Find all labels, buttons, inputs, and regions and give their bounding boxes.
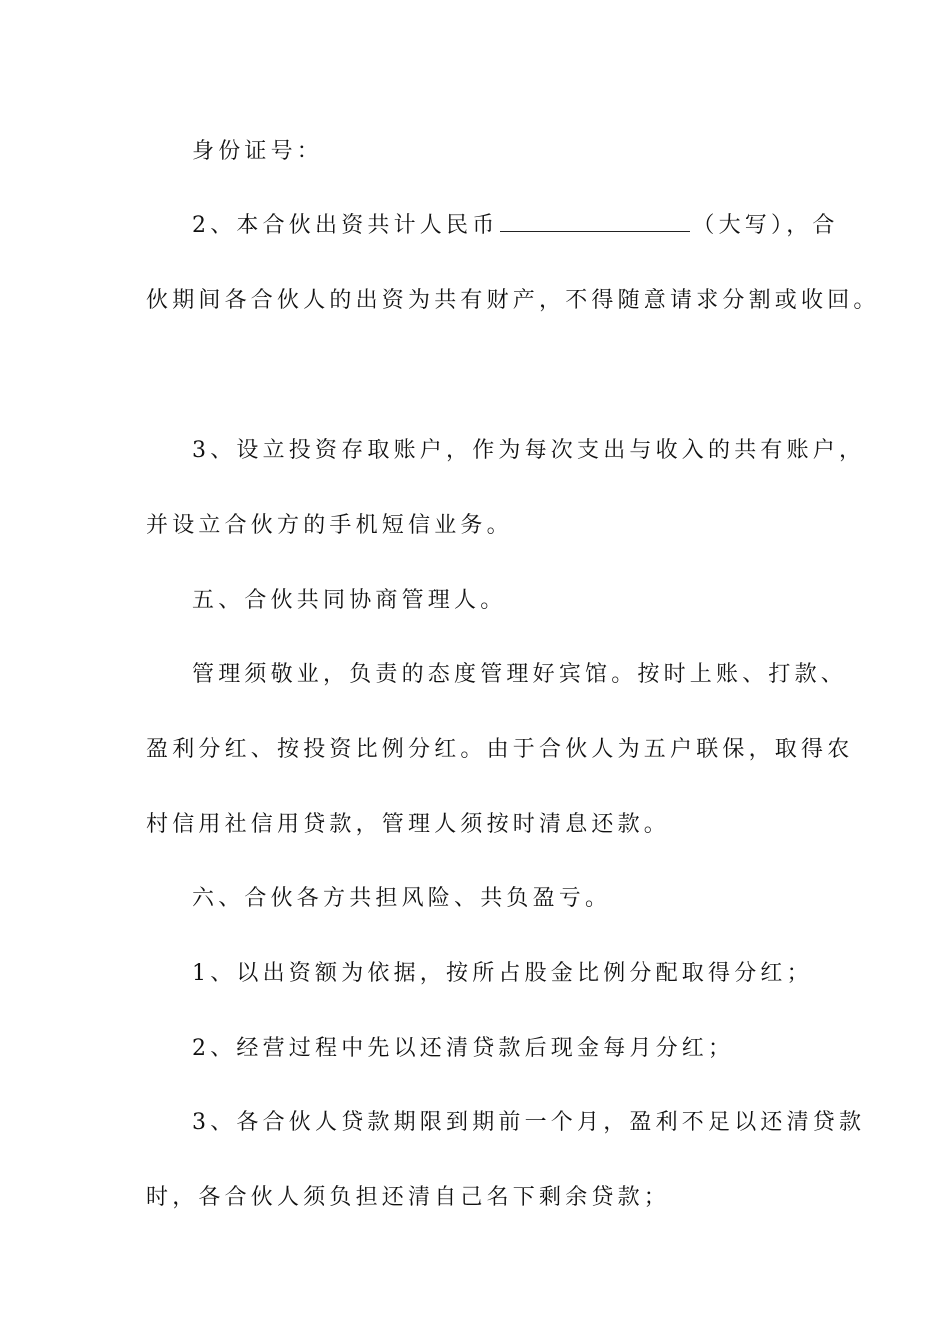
section-six-heading: 六、合伙各方共担风险、共负盈亏。 — [192, 886, 612, 911]
section-five-heading: 五、合伙共同协商管理人。 — [192, 588, 507, 613]
risk-clause-3-line-1: 3、各合伙人贷款期限到期前一个月，盈利不足以还清贷款 — [192, 1110, 866, 1135]
account-clause-line-2: 并设立合伙方的手机短信业务。 — [146, 513, 513, 538]
account-clause-line-1: 3、设立投资存取账户，作为每次支出与收入的共有账户， — [192, 438, 866, 463]
management-paragraph-line-3: 村信用社信用贷款，管理人须按时清息还款。 — [146, 812, 671, 837]
risk-clause-2: 2、经营过程中先以还清贷款后现金每月分红； — [192, 1036, 735, 1061]
management-paragraph-line-2: 盈利分红、按投资比例分红。由于合伙人为五户联保，取得农 — [146, 737, 854, 762]
risk-clause-1: 1、以出资额为依据，按所占股金比例分配取得分红； — [192, 961, 813, 986]
capital-clause-line-1 — [192, 211, 839, 241]
risk-clause-3-line-2: 时，各合伙人须负担还清自己名下剩余贷款； — [146, 1185, 671, 1210]
capital-clause-suffix: （大写），合 — [692, 213, 839, 238]
id-number-label: 身份证号： — [192, 139, 324, 164]
amount-blank — [500, 213, 690, 232]
capital-clause-text: 2、本合伙出资共计人民币 — [192, 213, 499, 238]
management-paragraph-line-1: 管理须敬业，负责的态度管理好宾馆。按时上账、打款、 — [192, 662, 848, 687]
capital-clause-line-2: 伙期间各合伙人的出资为共有财产，不得随意请求分割或收回。 — [146, 288, 880, 313]
